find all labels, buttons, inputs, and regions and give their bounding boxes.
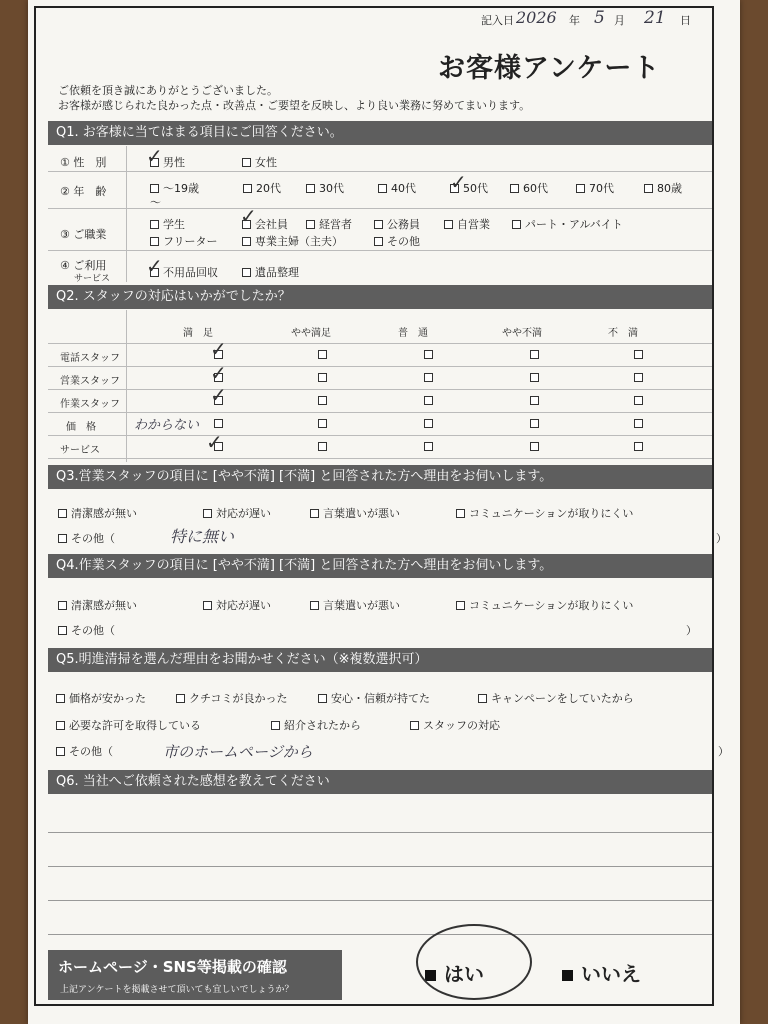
- rating-checkbox[interactable]: [214, 419, 223, 428]
- job-option[interactable]: [374, 216, 420, 232]
- option-label: 専業主婦（主夫）: [255, 235, 343, 248]
- q3-option[interactable]: [310, 505, 400, 521]
- option-label: 自営業: [457, 218, 490, 231]
- option-label: 会社員: [255, 218, 288, 231]
- date-day-unit: 日: [680, 14, 691, 27]
- q6-heading: Q6. 当社へご依頼された感想を教えてください: [48, 770, 712, 794]
- rating-checkbox[interactable]: [530, 419, 539, 428]
- rating-checkbox[interactable]: [318, 350, 327, 359]
- checkbox[interactable]: [444, 220, 453, 229]
- option-label: 紹介されたから: [284, 719, 361, 732]
- q5-option[interactable]: [478, 690, 634, 706]
- q5-other-option[interactable]: [56, 743, 113, 759]
- option-label: クチコミが良かった: [189, 692, 288, 705]
- date-day: 21: [644, 8, 666, 28]
- age-option[interactable]: [243, 180, 281, 196]
- q2-row-line: [48, 389, 712, 390]
- date-month: 5: [594, 8, 605, 28]
- checkbox[interactable]: [56, 721, 65, 730]
- checkbox[interactable]: [378, 184, 387, 193]
- q5-option[interactable]: [410, 717, 500, 733]
- job-label: ③ ご職業: [60, 228, 107, 241]
- q2-row-label: 営業スタッフ: [60, 376, 120, 387]
- job-option[interactable]: [512, 216, 623, 232]
- q1-row-line: [48, 171, 712, 172]
- option-label: その他（: [71, 624, 115, 637]
- checkbox[interactable]: [310, 601, 319, 610]
- check-mark-icon: ✓: [146, 144, 163, 168]
- option-label: 必要な許可を取得している: [69, 719, 201, 732]
- age-option[interactable]: [306, 180, 344, 196]
- checkbox[interactable]: [318, 694, 327, 703]
- option-label: 学生: [163, 218, 185, 231]
- q4-other-option[interactable]: [58, 622, 115, 638]
- age-option[interactable]: [576, 180, 614, 196]
- check-mark-icon: ✓: [206, 430, 223, 454]
- option-label: コミュニケーションが取りにくい: [469, 599, 634, 612]
- q1-row-line: [48, 208, 712, 209]
- rating-checkbox[interactable]: [424, 442, 433, 451]
- option-label: 40代: [391, 182, 416, 195]
- option-label: キャンペーンをしていたから: [491, 692, 634, 705]
- checkbox[interactable]: [512, 220, 521, 229]
- option-label: 対応が遅い: [216, 599, 271, 612]
- date-year-unit: 年: [569, 14, 580, 27]
- rating-checkbox[interactable]: [318, 373, 327, 382]
- checkbox[interactable]: [242, 237, 251, 246]
- checkbox[interactable]: [242, 268, 251, 277]
- job-option[interactable]: [242, 233, 343, 249]
- q2-row-label: 価 格: [66, 422, 96, 433]
- service-label-sub: サービス: [74, 274, 111, 284]
- checkbox[interactable]: [203, 601, 212, 610]
- option-label: 清潔感が無い: [71, 507, 137, 520]
- service-label: ④ ご利用: [60, 259, 107, 272]
- checkbox[interactable]: [306, 220, 315, 229]
- rating-checkbox[interactable]: [318, 396, 327, 405]
- rating-checkbox[interactable]: [424, 350, 433, 359]
- q2-row-line: [48, 412, 712, 413]
- checkbox[interactable]: [176, 694, 185, 703]
- age-option[interactable]: [378, 180, 416, 196]
- q2-row-line: [48, 435, 712, 436]
- q2-row-line: [48, 366, 712, 367]
- intro-line-1: ご依頼を頂き誠にありがとうございました。: [58, 84, 278, 97]
- publish-confirm-title: ホームページ・SNS等掲載の確認: [58, 958, 287, 976]
- q3-other-text[interactable]: 特に無い: [170, 527, 235, 546]
- option-label: ～19歳: [163, 182, 199, 195]
- q2-row-line: [48, 343, 712, 344]
- rating-checkbox[interactable]: [530, 396, 539, 405]
- checkbox[interactable]: [576, 184, 585, 193]
- publish-confirm-box: [48, 950, 342, 1000]
- checkbox[interactable]: [242, 158, 251, 167]
- q1-heading: Q1. お客様に当てはまる項目にご回答ください。: [48, 121, 712, 145]
- date-year: 2026: [516, 8, 557, 27]
- rating-checkbox[interactable]: [424, 419, 433, 428]
- service-option[interactable]: [242, 264, 299, 280]
- survey-sheet: [28, 0, 740, 1024]
- q3-option[interactable]: [58, 505, 137, 521]
- checkbox[interactable]: [310, 509, 319, 518]
- q4-option[interactable]: [456, 597, 633, 613]
- rating-checkbox[interactable]: [530, 350, 539, 359]
- check-mark-icon: ✓: [240, 204, 257, 228]
- q5-option[interactable]: [56, 690, 146, 706]
- checkbox[interactable]: [456, 601, 465, 610]
- job-option[interactable]: [444, 216, 490, 232]
- check-mark-icon: ✓: [146, 254, 163, 278]
- checkbox[interactable]: [58, 601, 67, 610]
- q4-other-close: ）: [686, 624, 697, 637]
- option-label: 価格が安かった: [69, 692, 146, 705]
- q2-col-header: やや不満: [502, 328, 542, 339]
- q5-other-close: ）: [718, 745, 729, 758]
- q2-col-header: 満 足: [183, 328, 213, 339]
- date-label: 記入日: [481, 14, 514, 27]
- option-label: 70代: [589, 182, 614, 195]
- option-label: 50代: [463, 182, 488, 195]
- checkbox[interactable]: [150, 220, 159, 229]
- q2-row-label: 作業スタッフ: [60, 399, 120, 410]
- job-option[interactable]: [306, 216, 352, 232]
- option-label: その他: [387, 235, 420, 248]
- checkbox[interactable]: [510, 184, 519, 193]
- q5-other-text[interactable]: 市のホームページから: [163, 743, 313, 761]
- q3-other-close: ）: [716, 532, 727, 545]
- q1-row-line: [48, 250, 712, 251]
- option-label: その他（: [69, 745, 113, 758]
- checkbox[interactable]: [271, 721, 280, 730]
- age-option[interactable]: [510, 180, 548, 196]
- page-title: お客様アンケート: [438, 53, 661, 84]
- q3-option[interactable]: [203, 505, 271, 521]
- option-label: 不用品回収: [163, 266, 218, 279]
- age-tilde: ～: [150, 196, 161, 209]
- check-mark-icon: ✓: [450, 170, 467, 194]
- date-month-unit: 月: [614, 14, 625, 27]
- option-label: 経営者: [319, 218, 352, 231]
- option-label: 清潔感が無い: [71, 599, 137, 612]
- q5-option[interactable]: [176, 690, 288, 706]
- option-label: スタッフの対応: [423, 719, 500, 732]
- option-label: 公務員: [387, 218, 420, 231]
- rating-checkbox[interactable]: [530, 442, 539, 451]
- q2-heading: Q2. スタッフの対応はいかがでしたか？: [48, 285, 712, 309]
- no-option[interactable]: [562, 958, 641, 987]
- option-label: 遺品整理: [255, 266, 299, 279]
- q5-option[interactable]: [271, 717, 361, 733]
- option-label: 対応が遅い: [216, 507, 271, 520]
- q5-option[interactable]: [56, 717, 201, 733]
- q4-heading: Q4.作業スタッフの項目に [やや不満] [不満] と回答された方へ理由をお伺いします。: [48, 554, 712, 578]
- checkbox[interactable]: [56, 747, 65, 756]
- checkbox[interactable]: [58, 626, 67, 635]
- check-mark-icon: ✓: [210, 383, 227, 407]
- option-label: 安心・信頼が持てた: [331, 692, 430, 705]
- q5-heading: Q5.明進清掃を選んだ理由をお聞かせください（※複数選択可）: [48, 648, 712, 672]
- rating-checkbox[interactable]: [634, 373, 643, 382]
- gender-female-option[interactable]: [242, 154, 277, 170]
- check-mark-icon: ✓: [210, 361, 227, 385]
- q2-col-header: 普 通: [398, 328, 428, 339]
- q3-heading: Q3.営業スタッフの項目に [やや不満] [不満] と回答された方へ理由をお伺いします。: [48, 465, 712, 489]
- option-label: パート・アルバイト: [525, 218, 623, 231]
- option-label: 言葉遣いが悪い: [323, 599, 400, 612]
- rating-checkbox[interactable]: [634, 419, 643, 428]
- checkbox[interactable]: [478, 694, 487, 703]
- checkbox[interactable]: [374, 237, 383, 246]
- gender-label: ① 性 別: [60, 156, 107, 169]
- option-label: フリーター: [163, 235, 218, 248]
- rating-checkbox[interactable]: [634, 350, 643, 359]
- option-label: その他（: [71, 532, 115, 545]
- q4-option[interactable]: [58, 597, 137, 613]
- option-label: コミュニケーションが取りにくい: [469, 507, 634, 520]
- job-option[interactable]: [150, 216, 185, 232]
- option-label: 60代: [523, 182, 548, 195]
- checkbox[interactable]: [644, 184, 653, 193]
- q2-handwritten-note: わからない: [134, 418, 200, 433]
- yes-label: はい: [444, 962, 484, 986]
- age-option[interactable]: [644, 180, 682, 196]
- q2-col-header: 不 満: [608, 328, 638, 339]
- checkbox[interactable]: [410, 721, 419, 730]
- checkbox[interactable]: [150, 237, 159, 246]
- q3-other-option[interactable]: [58, 530, 115, 546]
- no-label: いいえ: [581, 962, 641, 986]
- rating-checkbox[interactable]: [318, 419, 327, 428]
- handwritten-circle: [416, 924, 532, 1000]
- checkbox[interactable]: [58, 509, 67, 518]
- checkbox[interactable]: [306, 184, 315, 193]
- q2-row-line: [48, 458, 712, 459]
- checkbox[interactable]: [56, 694, 65, 703]
- q6-answer-line: [48, 934, 712, 935]
- option-label: 男性: [163, 156, 185, 169]
- publish-confirm-sub: 上記アンケートを掲載させて頂いても宜しいでしょうか？: [60, 985, 294, 995]
- option-label: 80歳: [657, 182, 682, 195]
- job-option[interactable]: [374, 233, 420, 249]
- option-label: 20代: [256, 182, 281, 195]
- age-label: ② 年 齢: [60, 185, 107, 198]
- q2-row-label: 電話スタッフ: [60, 353, 120, 364]
- checkbox[interactable]: [203, 509, 212, 518]
- job-option[interactable]: [150, 233, 218, 249]
- q1-divider: [126, 146, 127, 282]
- rating-checkbox[interactable]: [530, 373, 539, 382]
- q6-answer-line: [48, 900, 712, 901]
- checkbox[interactable]: [456, 509, 465, 518]
- check-mark-icon: ✓: [210, 337, 227, 361]
- option-label: 30代: [319, 182, 344, 195]
- checkbox[interactable]: [58, 534, 67, 543]
- q3-option[interactable]: [456, 505, 633, 521]
- option-label: 言葉遣いが悪い: [323, 507, 400, 520]
- rating-checkbox[interactable]: [424, 373, 433, 382]
- rating-checkbox[interactable]: [634, 442, 643, 451]
- q6-answer-line: [48, 866, 712, 867]
- checkbox[interactable]: [243, 184, 252, 193]
- intro-line-2: お客様が感じられた良かった点・改善点・ご要望を反映し、より良い業務に努めてまいります。: [58, 99, 531, 112]
- q4-option[interactable]: [310, 597, 400, 613]
- q2-row-label: サービス: [60, 445, 100, 456]
- q2-col-header: やや満足: [291, 328, 331, 339]
- option-label: 女性: [255, 156, 277, 169]
- checkbox[interactable]: [150, 184, 159, 193]
- rating-checkbox[interactable]: [634, 396, 643, 405]
- checkbox[interactable]: [374, 220, 383, 229]
- q4-option[interactable]: [203, 597, 271, 613]
- q5-option[interactable]: [318, 690, 430, 706]
- q6-answer-line: [48, 832, 712, 833]
- q2-divider: [126, 310, 127, 462]
- square-bullet-icon: [562, 970, 573, 981]
- rating-checkbox[interactable]: [318, 442, 327, 451]
- rating-checkbox[interactable]: [424, 396, 433, 405]
